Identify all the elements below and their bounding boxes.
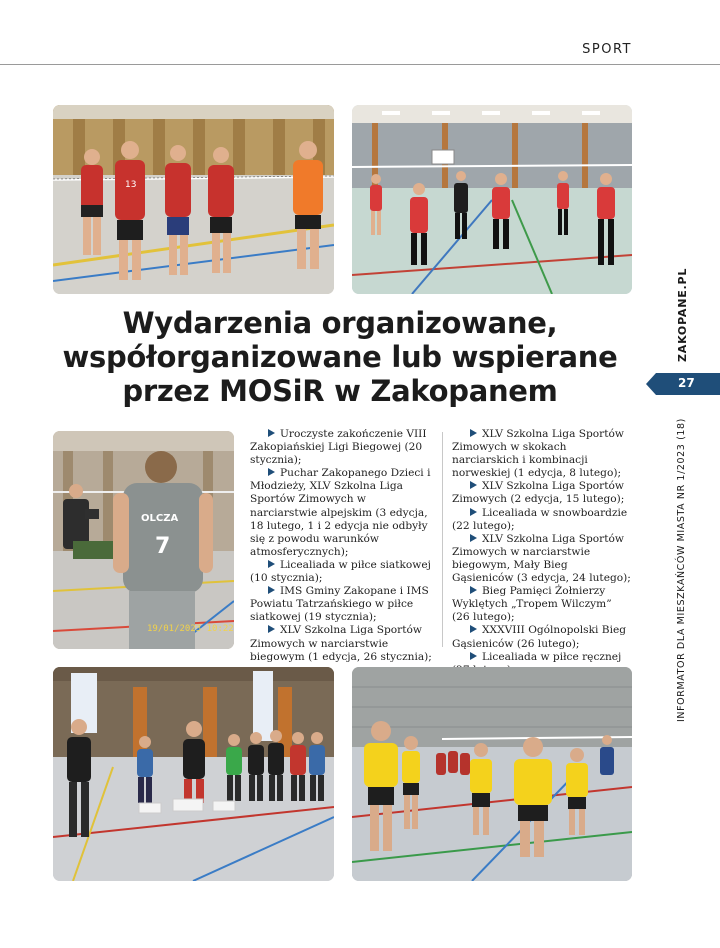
- section-label: SPORT: [582, 42, 632, 57]
- jersey-number: 7: [155, 534, 171, 559]
- headline-line: współorganizowane lub wspierane: [62, 340, 618, 374]
- arrow-bullet-icon: [470, 508, 477, 516]
- photo-yellow-team: [352, 667, 632, 881]
- list-item: Licealiada w piłce siatkowej (10 stycznia);: [250, 558, 431, 585]
- sidebar-publication: INFORMATOR DLA MIESZKAŃCÓW MIASTA NR 1/2023 (18): [676, 418, 687, 722]
- arrow-bullet-icon: [268, 625, 275, 633]
- jersey-name: OLCZA: [141, 513, 179, 524]
- list-item: Bieg Pamięci Żołnierzy Wyklętych „Tropem Wilczym” (26 lutego);: [452, 585, 612, 624]
- photo-volleyball-net: [53, 105, 334, 294]
- headline-line: Wydarzenia organizowane,: [122, 306, 558, 340]
- header-rule: [0, 64, 720, 65]
- events-column-left: [250, 428, 434, 664]
- list-item: Licealiada w snowboardzie (22 lutego);: [452, 506, 628, 532]
- page-number: 27: [678, 376, 695, 390]
- arrow-bullet-icon: [470, 586, 477, 594]
- arrow-bullet-icon: [268, 429, 275, 437]
- article-headline: [40, 306, 640, 408]
- list-item: XLV Szkolna Liga Sportów Zimowych (2 edycja, 15 lutego);: [452, 480, 625, 506]
- arrow-bullet-icon: [470, 429, 477, 437]
- photo-player-olcza: [53, 431, 234, 649]
- arrow-bullet-icon: [268, 560, 275, 568]
- arrow-bullet-icon: [268, 586, 275, 594]
- list-item: IMS Gminy Zakopane i IMS Powiatu Tatrzańskiego w piłce siatkowej (19 stycznia);: [250, 585, 429, 624]
- photo-gym-volleyball: [352, 105, 632, 294]
- list-item: Uroczyste zakończenie VIII Zakopiańskiej Ligi Biegowej (20 stycznia);: [250, 428, 427, 467]
- arrow-bullet-icon: [470, 481, 477, 489]
- list-item: Licealiada w piłce ręcznej: [452, 651, 632, 677]
- photo-timestamp: 19/01/2023 10:22: [147, 624, 234, 634]
- headline-line: przez MOSiR w Zakopanem: [122, 374, 558, 408]
- page-number-tab: [656, 373, 720, 395]
- jersey-number: 13: [125, 180, 137, 190]
- column-divider: [442, 432, 443, 647]
- photo-award-ceremony: [53, 667, 334, 881]
- list-item: XLV Szkolna Liga Sportów Zimowych w narciarstwie biegowym, Mały Bieg Gąsieniców (3 edycja, 24 lutego);: [452, 532, 631, 585]
- arrow-bullet-icon: [268, 468, 275, 476]
- arrow-bullet-icon: [470, 652, 477, 660]
- list-item: XLV Szkolna Liga Sportów Zimowych w skokach narciarskich i kombinacji norweskiej (1 edycja, 8 lutego);: [452, 428, 624, 480]
- sidebar-site: ZAKOPANE.PL: [676, 267, 689, 362]
- list-item: XXXVIII Ogólnopolski Bieg Gąsieniców (26 lutego);: [452, 624, 627, 650]
- list-item: Puchar Zakopanego Dzieci i Młodzieży, XLV Szkolna Liga Sportów Zimowych w narciarstwie alpejskim (3 edycja, 18 lutego, 1 i 2 edycja nie odbyły się z powodu warunków atmosferycznych);: [250, 467, 431, 558]
- arrow-bullet-icon: [470, 534, 477, 542]
- list-item: XLV Szkolna Liga Sportów Zimowych w narciarstwie biegowym (1 edycja, 26 stycznia);: [250, 624, 432, 663]
- events-column-right: [452, 428, 632, 677]
- arrow-bullet-icon: [470, 625, 477, 633]
